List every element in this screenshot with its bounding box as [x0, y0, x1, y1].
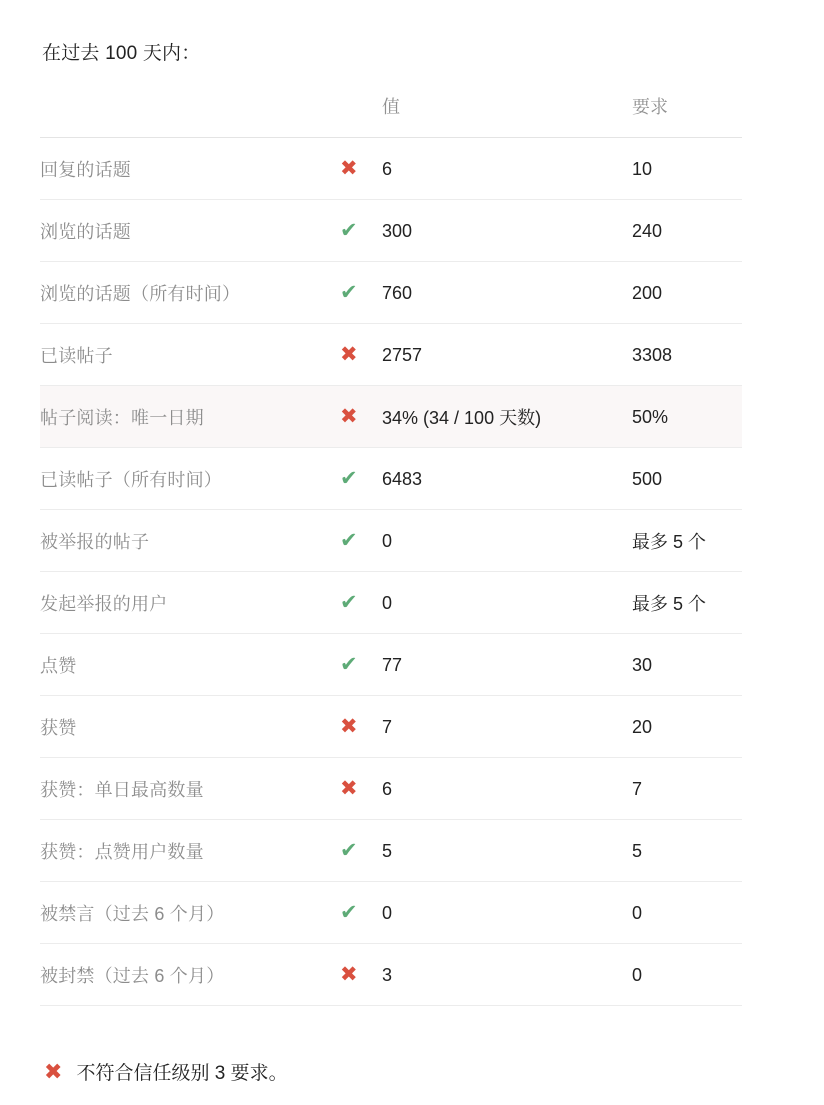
row-label: 获赞 [40, 696, 340, 758]
row-label: 发起举报的用户 [40, 572, 340, 634]
table-row [40, 448, 742, 510]
row-label: 被举报的帖子 [40, 510, 340, 572]
row-status-cell [340, 138, 382, 200]
row-requirement: 最多 5 个 [632, 510, 742, 572]
row-requirement: 0 [632, 944, 742, 1006]
check-icon: ✔ [340, 901, 358, 924]
row-requirement: 240 [632, 200, 742, 262]
table-row [40, 820, 742, 882]
cross-icon: ✖ [44, 1058, 63, 1084]
row-status-cell [340, 200, 382, 262]
row-requirement: 5 [632, 820, 742, 882]
row-status-cell [340, 944, 382, 1006]
row-status-cell [340, 386, 382, 448]
table-row [40, 944, 742, 1006]
row-status-cell [340, 262, 382, 324]
row-requirement: 最多 5 个 [632, 572, 742, 634]
column-header-status [340, 93, 382, 138]
row-label: 浏览的话题 [40, 200, 340, 262]
row-requirement: 200 [632, 262, 742, 324]
row-value: 760 [382, 262, 632, 324]
row-status-cell [340, 696, 382, 758]
row-requirement: 30 [632, 634, 742, 696]
row-value: 3 [382, 944, 632, 1006]
table-row [40, 262, 742, 324]
row-value: 6483 [382, 448, 632, 510]
table-row [40, 882, 742, 944]
table-head [40, 93, 742, 138]
row-label: 回复的话题 [40, 138, 340, 200]
row-requirement: 500 [632, 448, 742, 510]
check-icon: ✔ [340, 219, 358, 242]
row-requirement: 0 [632, 882, 742, 944]
check-icon: ✔ [340, 591, 358, 614]
column-header-requirement: 要求 [632, 93, 742, 138]
row-label: 帖子阅读：唯一日期 [40, 386, 340, 448]
row-label: 浏览的话题（所有时间） [40, 262, 340, 324]
row-label: 被禁言（过去 6 个月） [40, 882, 340, 944]
summary-status-text: 不符合信任级别 3 要求。 [76, 1063, 288, 1084]
row-status-cell [340, 448, 382, 510]
row-requirement: 20 [632, 696, 742, 758]
row-value: 2757 [382, 324, 632, 386]
row-status-cell [340, 820, 382, 882]
intro-text: 在过去 100 天内： [42, 43, 201, 64]
row-label: 点赞 [40, 634, 340, 696]
row-requirement: 10 [632, 138, 742, 200]
cross-icon: ✖ [340, 777, 358, 800]
row-value: 0 [382, 572, 632, 634]
cross-icon: ✖ [340, 405, 358, 428]
row-status-cell [340, 882, 382, 944]
table-row [40, 386, 742, 448]
check-icon: ✔ [340, 653, 358, 676]
table-row [40, 696, 742, 758]
row-value: 0 [382, 882, 632, 944]
cross-icon: ✖ [340, 157, 358, 180]
check-icon: ✔ [340, 529, 358, 552]
row-label: 已读帖子 [40, 324, 340, 386]
check-icon: ✔ [340, 839, 358, 862]
row-value: 77 [382, 634, 632, 696]
requirements-table [40, 93, 742, 1006]
table-row [40, 634, 742, 696]
row-value: 0 [382, 510, 632, 572]
cross-icon: ✖ [340, 715, 358, 738]
table-body [40, 138, 742, 1006]
row-status-cell [340, 510, 382, 572]
row-status-cell [340, 572, 382, 634]
row-label: 获赞：单日最高数量 [40, 758, 340, 820]
row-requirement: 50% [632, 386, 742, 448]
table-row [40, 200, 742, 262]
row-requirement: 7 [632, 758, 742, 820]
table-row [40, 324, 742, 386]
cross-icon: ✖ [340, 963, 358, 986]
table-row [40, 758, 742, 820]
row-value: 5 [382, 820, 632, 882]
column-header-label [40, 93, 340, 138]
cross-icon: ✖ [340, 343, 358, 366]
check-icon: ✔ [340, 467, 358, 490]
row-label: 获赞：点赞用户数量 [40, 820, 340, 882]
row-value: 6 [382, 138, 632, 200]
table-row [40, 138, 742, 200]
table-row [40, 572, 742, 634]
row-label: 被封禁（过去 6 个月） [40, 944, 340, 1006]
row-requirement: 3308 [632, 324, 742, 386]
row-value: 34% (34 / 100 天数) [382, 386, 632, 448]
column-header-value: 值 [382, 93, 632, 138]
row-value: 300 [382, 200, 632, 262]
check-icon: ✔ [340, 281, 358, 304]
row-status-cell [340, 758, 382, 820]
table-row [40, 510, 742, 572]
table-header-row [40, 93, 742, 138]
row-status-cell [340, 324, 382, 386]
row-value: 6 [382, 758, 632, 820]
row-label: 已读帖子（所有时间） [40, 448, 340, 510]
row-value: 7 [382, 696, 632, 758]
row-status-cell [340, 634, 382, 696]
